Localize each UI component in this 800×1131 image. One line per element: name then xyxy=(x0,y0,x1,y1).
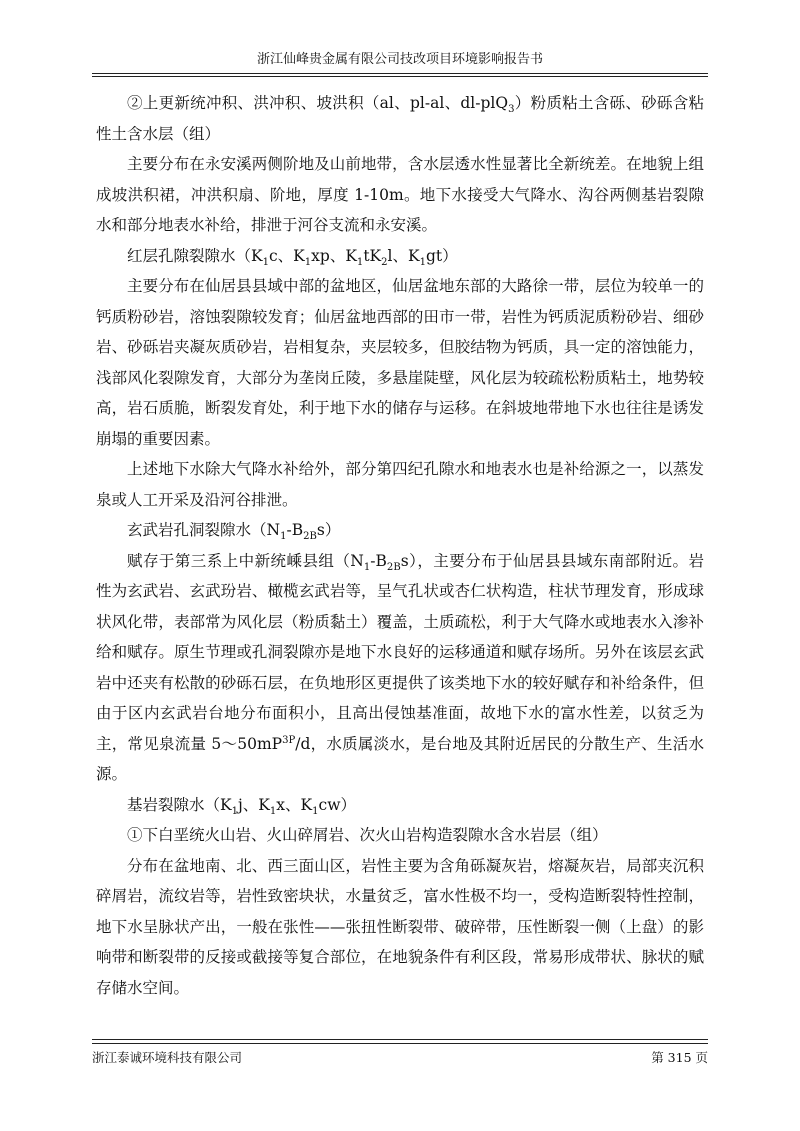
page-header xyxy=(92,48,708,74)
section-heading: 玄武岩孔洞裂隙水$(N_1-B_{2B}s)$ xyxy=(127,521,341,543)
header-title: 浙江仙峰贵金属有限公司技改项目环境影响报告书 xyxy=(256,52,543,67)
section-heading: 红层孔隙裂隙水（$K_1c$、$K_1xp$、$K_1tK_2l$、$K_1gt$） xyxy=(127,246,458,268)
body-paragraph: 分布在盆地南、北、西三面山区，岩性主要为含角砾凝灰岩，熔凝灰岩，局部夹沉积碎屑岩，流纹岩等，岩性致密块状，水量贫乏，富水性极不均一，受构造断裂特性控制，地下水呈脉状产出，一般在张性——张扭性断裂带、破碎带，压性断裂一侧（上盘）的影响带和断裂带的反接或截接等复合部位，在地貌条件有利区段，常易形成带状、脉状的赋存储水空间。 xyxy=(96,856,704,997)
body-paragraph: 主要分布在永安溪两侧阶地及山前地带，含水层透水性显著比全新统差。在地貌上组成坡洪积裙，冲洪积扇、阶地，厚度 1-10m。地下水接受大气降水、沟谷两侧基岩裂隙水和部分地表水补给，排泄于河谷支流和永安溪。 xyxy=(96,155,704,234)
footer-company: 浙江泰诚环境科技有限公司 xyxy=(92,1050,243,1065)
section-heading: ①下白垩统火山岩、火山碎屑岩、次火山岩构造裂隙水含水岩层（组） xyxy=(127,826,608,844)
body-paragraph: 上述地下水除大气降水补给外，部分第四纪孔隙水和地表水也是补给源之一，以蒸发泉或人工开采及沿河谷排泄。 xyxy=(96,460,704,509)
page-footer xyxy=(92,1043,708,1066)
section-heading: 基岩裂隙水（$K_1j$、$K_1x$、$K_1cw$） xyxy=(127,795,356,817)
footer-page-number: 第 315 页 xyxy=(651,1050,708,1065)
section-heading: ②上更新统冲积、洪冲积、坡洪积（al、pl-al、dl-plQ$_3$）粉质粘土含砾、砂砾含粘性土含水层（组） xyxy=(96,94,704,143)
document-body xyxy=(96,88,704,1003)
body-paragraph: 主要分布在仙居县县域中部的盆地区，仙居盆地东部的大路徐一带，层位为较单一的钙质粉砂岩，溶蚀裂隙较发育；仙居盆地西部的田市一带，岩性为钙质泥质粉砂岩、细砂岩、砂砾岩夹凝灰质砂岩，岩相复杂，夹层较多，但胶结物为钙质，具一定的溶蚀能力，浅部风化裂隙发育，大部分为垄岗丘陵，多悬崖陡壁，风化层为较疏松粉质粘土，地势较高，岩石质脆，断裂发育处，利于地下水的储存与运移。在斜坡地带地下水也往往是诱发崩塌的重要因素。 xyxy=(96,277,704,448)
body-paragraph: 赋存于第三系上中新统嵊县组$(N_1-B_{2B}s)$，主要分布于仙居县县域东南部附近。岩性为玄武岩、玄武玢岩、橄榄玄武岩等，呈气孔状或杏仁状构造，柱状节理发育，形成球状风化带，表部常为风化层（粉质黏土）覆盖，土质疏松，利于大气降水或地表水入渗补给和赋存。原生节理或孔洞裂隙亦是地下水良好的运移通道和赋存场所。另外在该层玄武岩中还夹有松散的砂砾石层，在负地形区更提供了该类地下水的较好赋存和补给条件，但由于区内玄武岩台地分布面积小，且高出侵蚀基准面，故地下水的富水性差，以贫乏为主，常见泉流量 $5\sim 50mP^{3P}/d$，水质属淡水，是台地及其附近居民的分散生产、生活水源。 xyxy=(96,551,704,783)
